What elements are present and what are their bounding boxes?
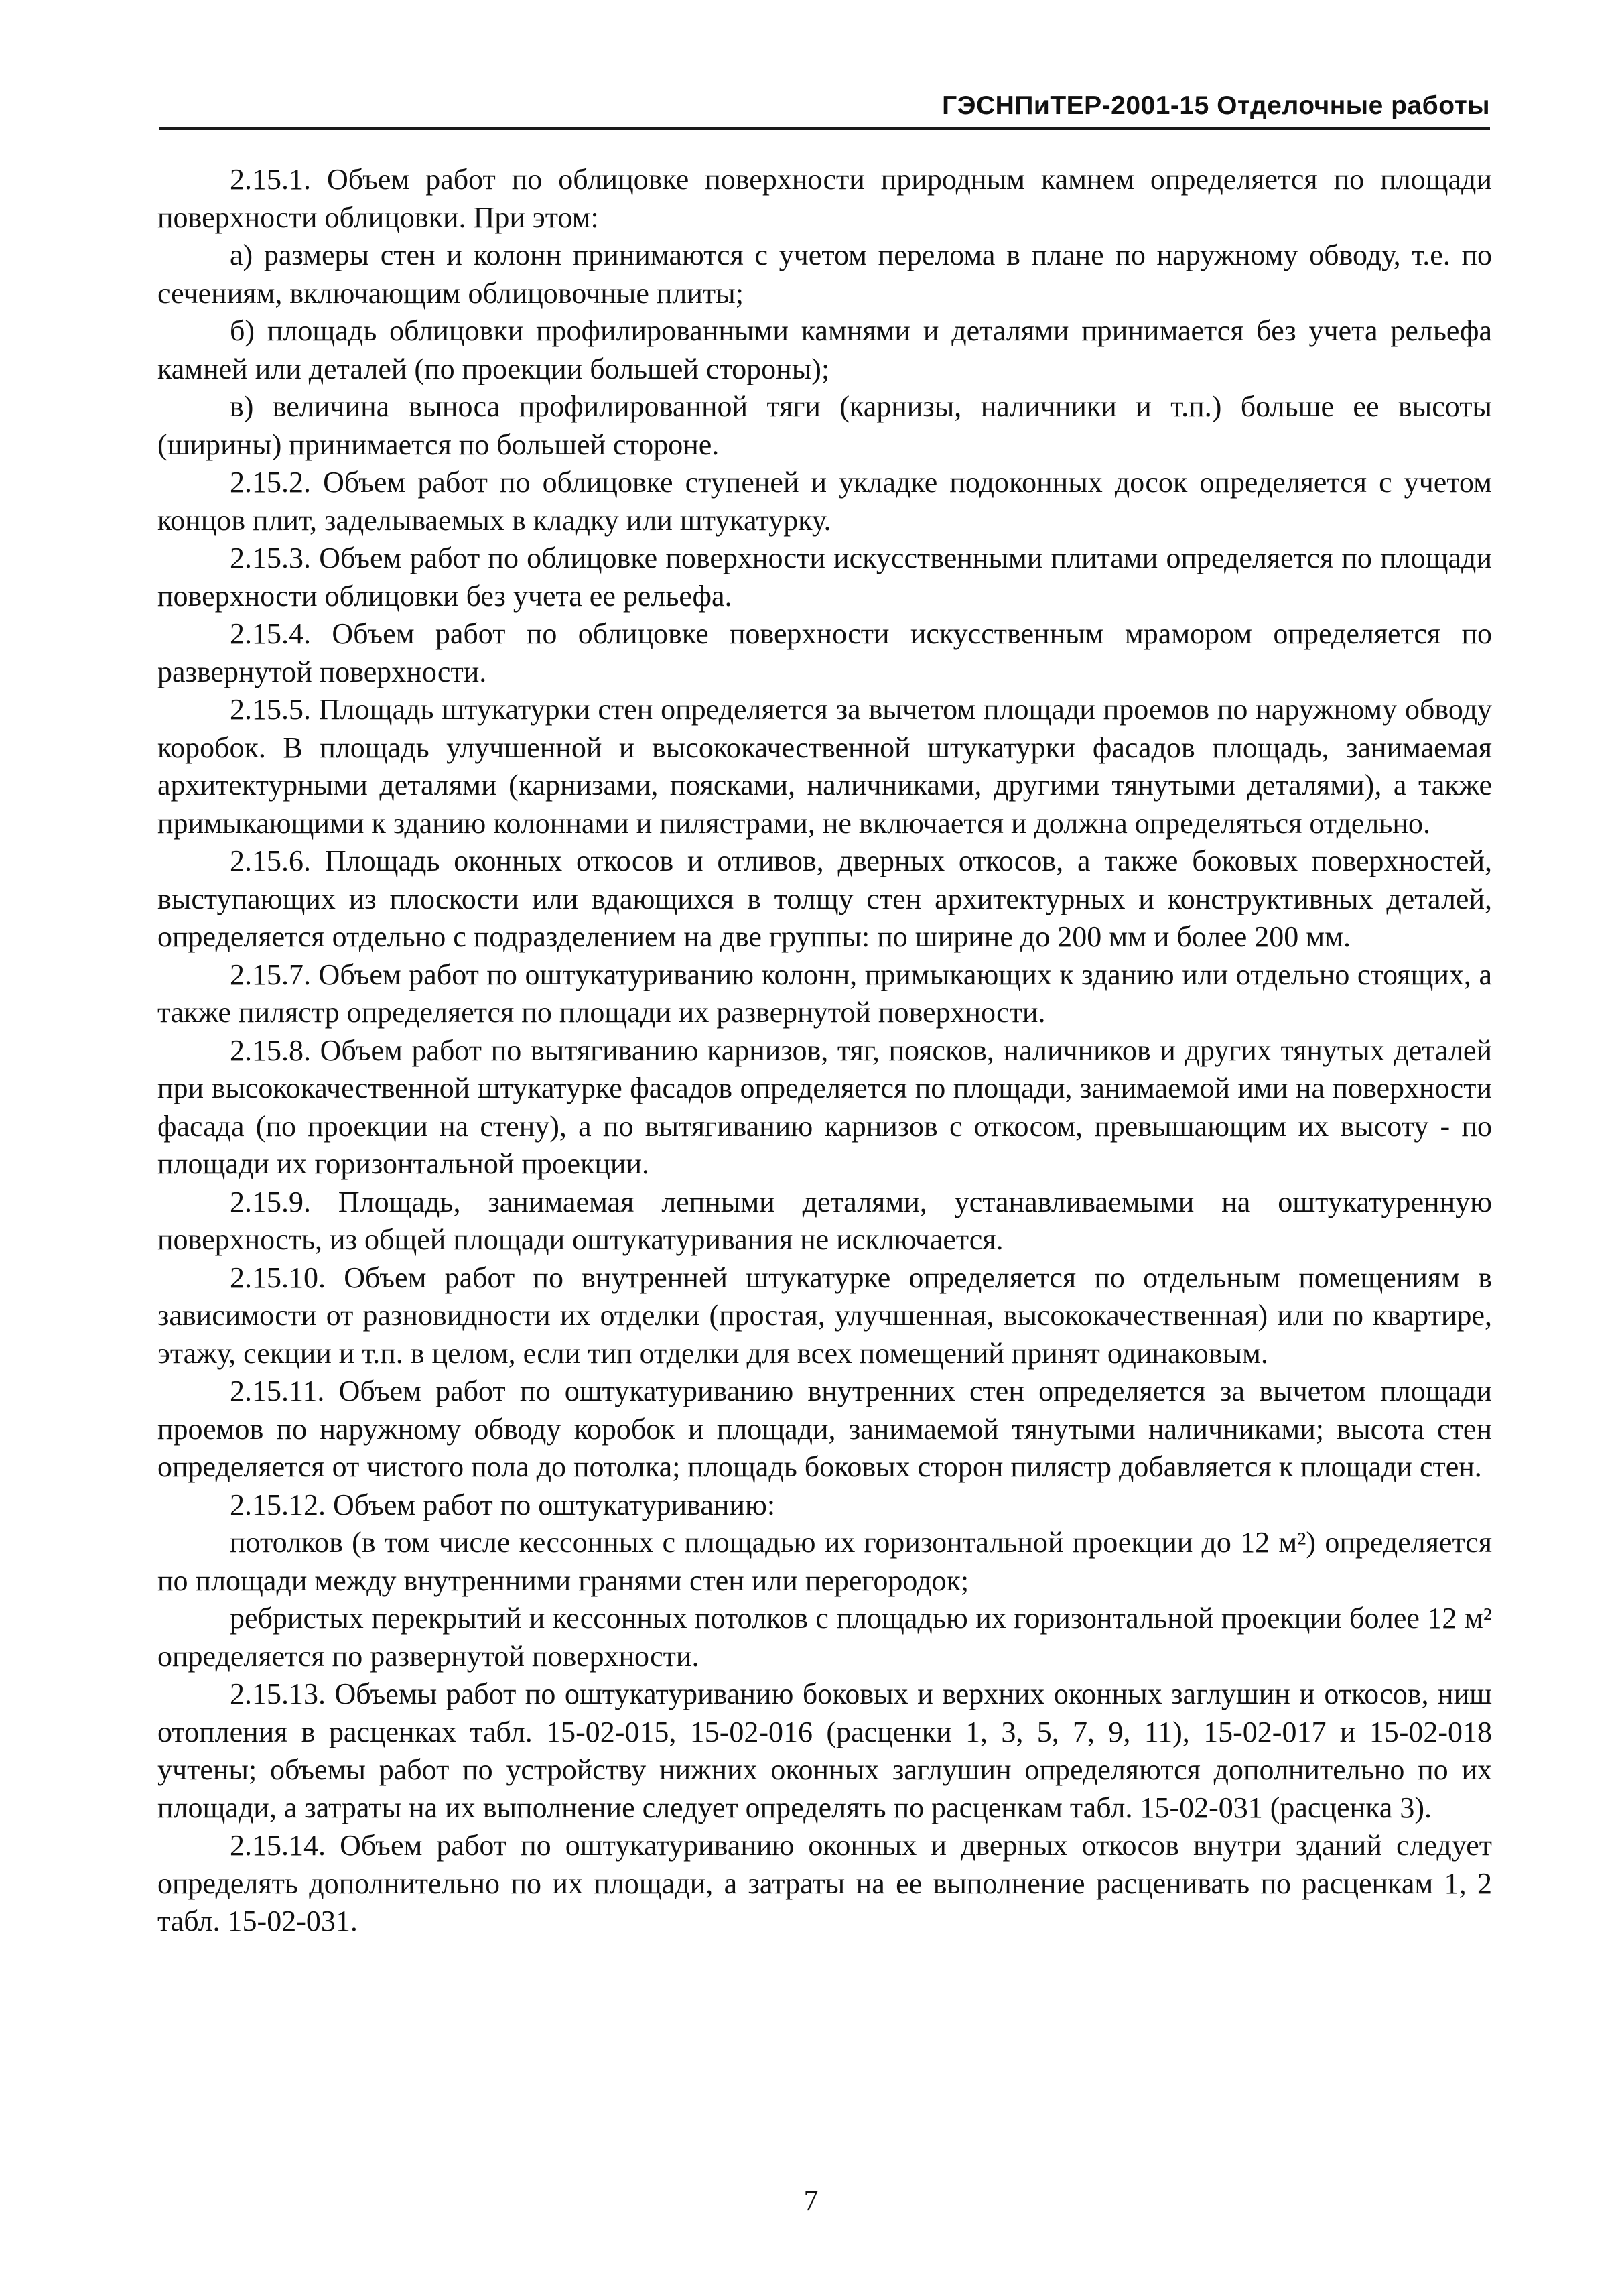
paragraph-2-15-12: 2.15.12. Объем работ по оштукатуриванию: — [230, 1488, 776, 1521]
paragraph-2-15-2: 2.15.2. Объем работ по облицовке ступеней и укладке подоконных досок определяется с учетом концов плит, заделываемых в кладку или штукатурку. — [157, 466, 1492, 537]
paragraph-2-15-13: 2.15.13. Объемы работ по оштукатуриванию боковых и верхних оконных заглушин и откосов, ниш отопления в расценках табл. 15-02-015, 15-02-016 (расценки 1, 3, 5, 7, 9, 11), 15-02-017 и 15-02-018 учтены; объемы работ по устройству нижних оконных заглушин определяются дополнительно по их площади, а затраты на их выполнение следует определять по расценкам табл. 15-02-031 (расценка 3). — [157, 1677, 1492, 1824]
paragraph-2-15-1-a: а) размеры стен и колонн принимаются с учетом перелома в плане по наружному обводу, т.е. по сечениям, включающим облицовочные плиты; — [157, 239, 1492, 310]
document-body — [157, 161, 1492, 1941]
paragraph-2-15-11: 2.15.11. Объем работ по оштукатуриванию внутренних стен определяется за вычетом площади проемов по наружному обводу коробок и площади, занимаемой тянутыми наличниками; высота стен определяется от чистого пола до потолка; площадь боковых сторон пилястр добавляется к площади стен. — [157, 1375, 1492, 1483]
paragraph-2-15-9: 2.15.9. Площадь, занимаемая лепными деталями, устанавливаемыми на оштукатуренную поверхность, из общей площади оштукатуривания не исключается. — [157, 1185, 1492, 1256]
paragraph-2-15-1: 2.15.1. Объем работ по облицовке поверхности природным камнем определяется по площади поверхности облицовки. При этом: — [157, 163, 1492, 234]
page-number: 7 — [803, 2184, 819, 2217]
paragraph-2-15-12-ceilings: потолков (в том числе кессонных с площадью их горизонтальной проекции до 12 м²) определяется по площади между внутренними гранями стен или перегородок; — [157, 1526, 1492, 1597]
paragraph-2-15-10: 2.15.10. Объем работ по внутренней штукатурке определяется по отдельным помещениям в зависимости от разновидности их отделки (простая, улучшенная, высококачественная) или по квартире, этажу, секции и т.п. в целом, если тип отделки для всех помещений принят одинаковым. — [157, 1261, 1492, 1370]
paragraph-2-15-5: 2.15.5. Площадь штукатурки стен определяется за вычетом площади проемов по наружному обводу коробок. В площадь улучшенной и высококачественной штукатурки фасадов площадь, занимаемая архитектурными деталями (карнизами, поясками, наличниками, другими тянутыми деталями), а также примыкающими к зданию колоннами и пилястрами, не включается и должна определяться отдельно. — [157, 693, 1492, 840]
paragraph-2-15-7: 2.15.7. Объем работ по оштукатуриванию колонн, примыкающих к зданию или отдельно стоящих, а также пилястр определяется по площади их развернутой поверхности. — [157, 958, 1492, 1029]
paragraph-2-15-3: 2.15.3. Объем работ по облицовке поверхности искусственными плитами определяется по площади поверхности облицовки без учета ее рельефа. — [157, 541, 1492, 613]
paragraph-2-15-14: 2.15.14. Объем работ по оштукатуриванию оконных и дверных откосов внутри зданий следует определять дополнительно по их площади, а затраты на ее выполнение расценивать по расценкам 1, 2 табл. 15-02-031. — [157, 1829, 1492, 1937]
paragraph-2-15-1-c: в) величина выноса профилированной тяги (карнизы, наличники и т.п.) больше ее высоты (ширины) принимается по большей стороне. — [157, 390, 1492, 461]
document-header-title: ГЭСНПиТЕР-2001-15 Отделочные работы — [942, 91, 1490, 120]
header-divider — [159, 127, 1490, 130]
paragraph-2-15-6: 2.15.6. Площадь оконных откосов и отливов, дверных откосов, а также боковых поверхностей, выступающих из плоскости или вдающихся в толщу стен архитектурных и конструктивных деталей, определяется отдельно с подразделением на две группы: по ширине до 200 мм и более 200 мм. — [157, 844, 1492, 953]
paragraph-2-15-12-ribbed: ребристых перекрытий и кессонных потолков с площадью их горизонтальной проекции более 12 м² определяется по развернутой поверхности. — [157, 1602, 1492, 1673]
paragraph-2-15-8: 2.15.8. Объем работ по вытягиванию карнизов, тяг, поясков, наличников и других тянутых деталей при высококачественной штукатурке фасадов определяется по площади, занимаемой ими на поверхности фасада (по проекции на стену), а по вытягиванию карнизов с откосом, превышающим их высоту - по площади их горизонтальной проекции. — [157, 1033, 1492, 1180]
paragraph-2-15-4: 2.15.4. Объем работ по облицовке поверхности искусственным мрамором определяется по развернутой поверхности. — [157, 617, 1492, 688]
paragraph-2-15-1-b: б) площадь облицовки профилированными камнями и деталями принимается без учета рельефа камней или деталей (по проекции большей стороны); — [157, 314, 1492, 385]
